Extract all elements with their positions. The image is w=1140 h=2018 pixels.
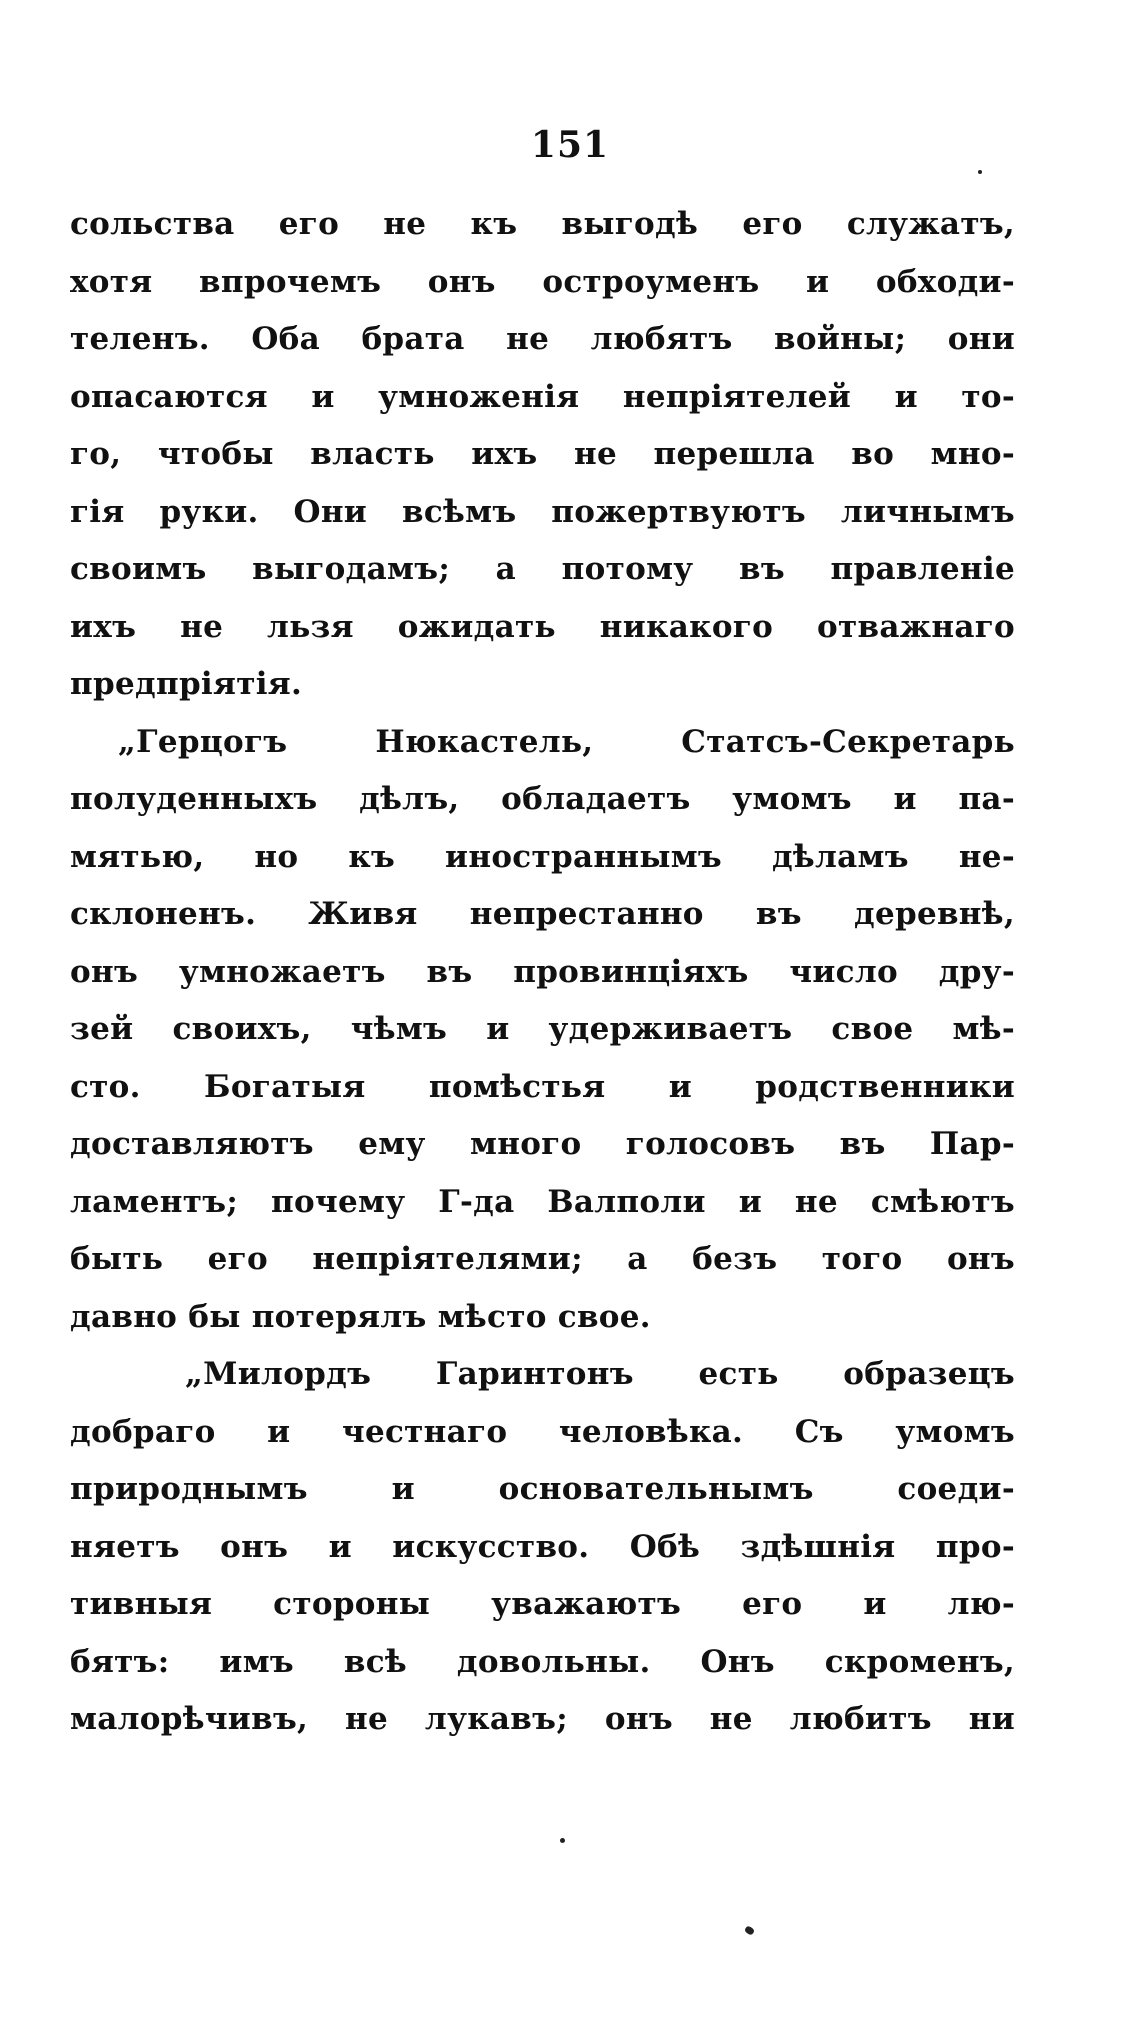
text-line: онъ умножаетъ въ провинціяхъ число дру- <box>70 953 1015 990</box>
text-line: бятъ: имъ всѣ довольны. Онъ скроменъ, <box>70 1643 1015 1680</box>
body-text <box>70 196 1015 1749</box>
text-line: доставляютъ ему много голосовъ въ Пар- <box>70 1126 1015 1162</box>
text-line: зей своихъ, чѣмъ и удерживаетъ свое мѣ- <box>70 1011 1015 1047</box>
text-line: тивныя стороны уважаютъ его и лю- <box>70 1586 1015 1622</box>
text-line: теленъ. Оба брата не любятъ войны; они <box>70 321 1015 357</box>
text-line: ламентъ; почему Г-да Валполи и не смѣютъ <box>70 1183 1015 1220</box>
text-line: хотя впрочемъ онъ остроуменъ и обходи- <box>70 263 1015 300</box>
paragraph-start-line: „Герцогъ Нюкастель, Статсъ-Секретарь <box>118 723 1015 760</box>
scan-speck <box>560 1838 565 1843</box>
text-line: полуденныхъ дѣлъ, обладаетъ умомъ и па- <box>70 781 1015 817</box>
text-line: своимъ выгодамъ; а потому въ правленіе <box>70 551 1015 587</box>
text-line: опасаются и умноженія непріятелей и то- <box>70 378 1015 415</box>
text-line: сольства его не къ выгодѣ его служатъ, <box>70 206 1015 242</box>
text-line: предпріятія. <box>70 666 303 702</box>
text-line: давно бы потерялъ мѣсто свое. <box>70 1298 651 1335</box>
text-line: го, чтобы власть ихъ не перешла во мно- <box>70 436 1015 472</box>
text-line: добраго и честнаго человѣка. Съ умомъ <box>70 1413 1015 1450</box>
text-line: быть его непріятелями; а безъ того онъ <box>70 1241 1015 1277</box>
text-line: гія руки. Они всѣмъ пожертвуютъ личнымъ <box>70 493 1015 530</box>
text-line: природнымъ и основательнымъ соеди- <box>70 1471 1015 1507</box>
scan-speck <box>744 1925 755 1936</box>
text-line: няетъ онъ и искусство. Обѣ здѣшнія про- <box>70 1528 1015 1565</box>
text-line: склоненъ. Живя непрестанно въ деревнѣ, <box>70 896 1015 932</box>
text-line: сто. Богатыя помѣстья и родственники <box>70 1068 1015 1105</box>
paragraph-start-line: „Милордъ Гаринтонъ есть образецъ <box>185 1356 1015 1392</box>
text-line: ихъ не льзя ожидать никакого отважнаго <box>70 608 1015 645</box>
page-number: 151 <box>530 124 610 166</box>
scan-speck <box>978 170 982 174</box>
text-line: малорѣчивъ, не лукавъ; онъ не любитъ ни <box>70 1701 1015 1737</box>
text-line: мятью, но къ иностраннымъ дѣламъ не- <box>70 838 1015 875</box>
